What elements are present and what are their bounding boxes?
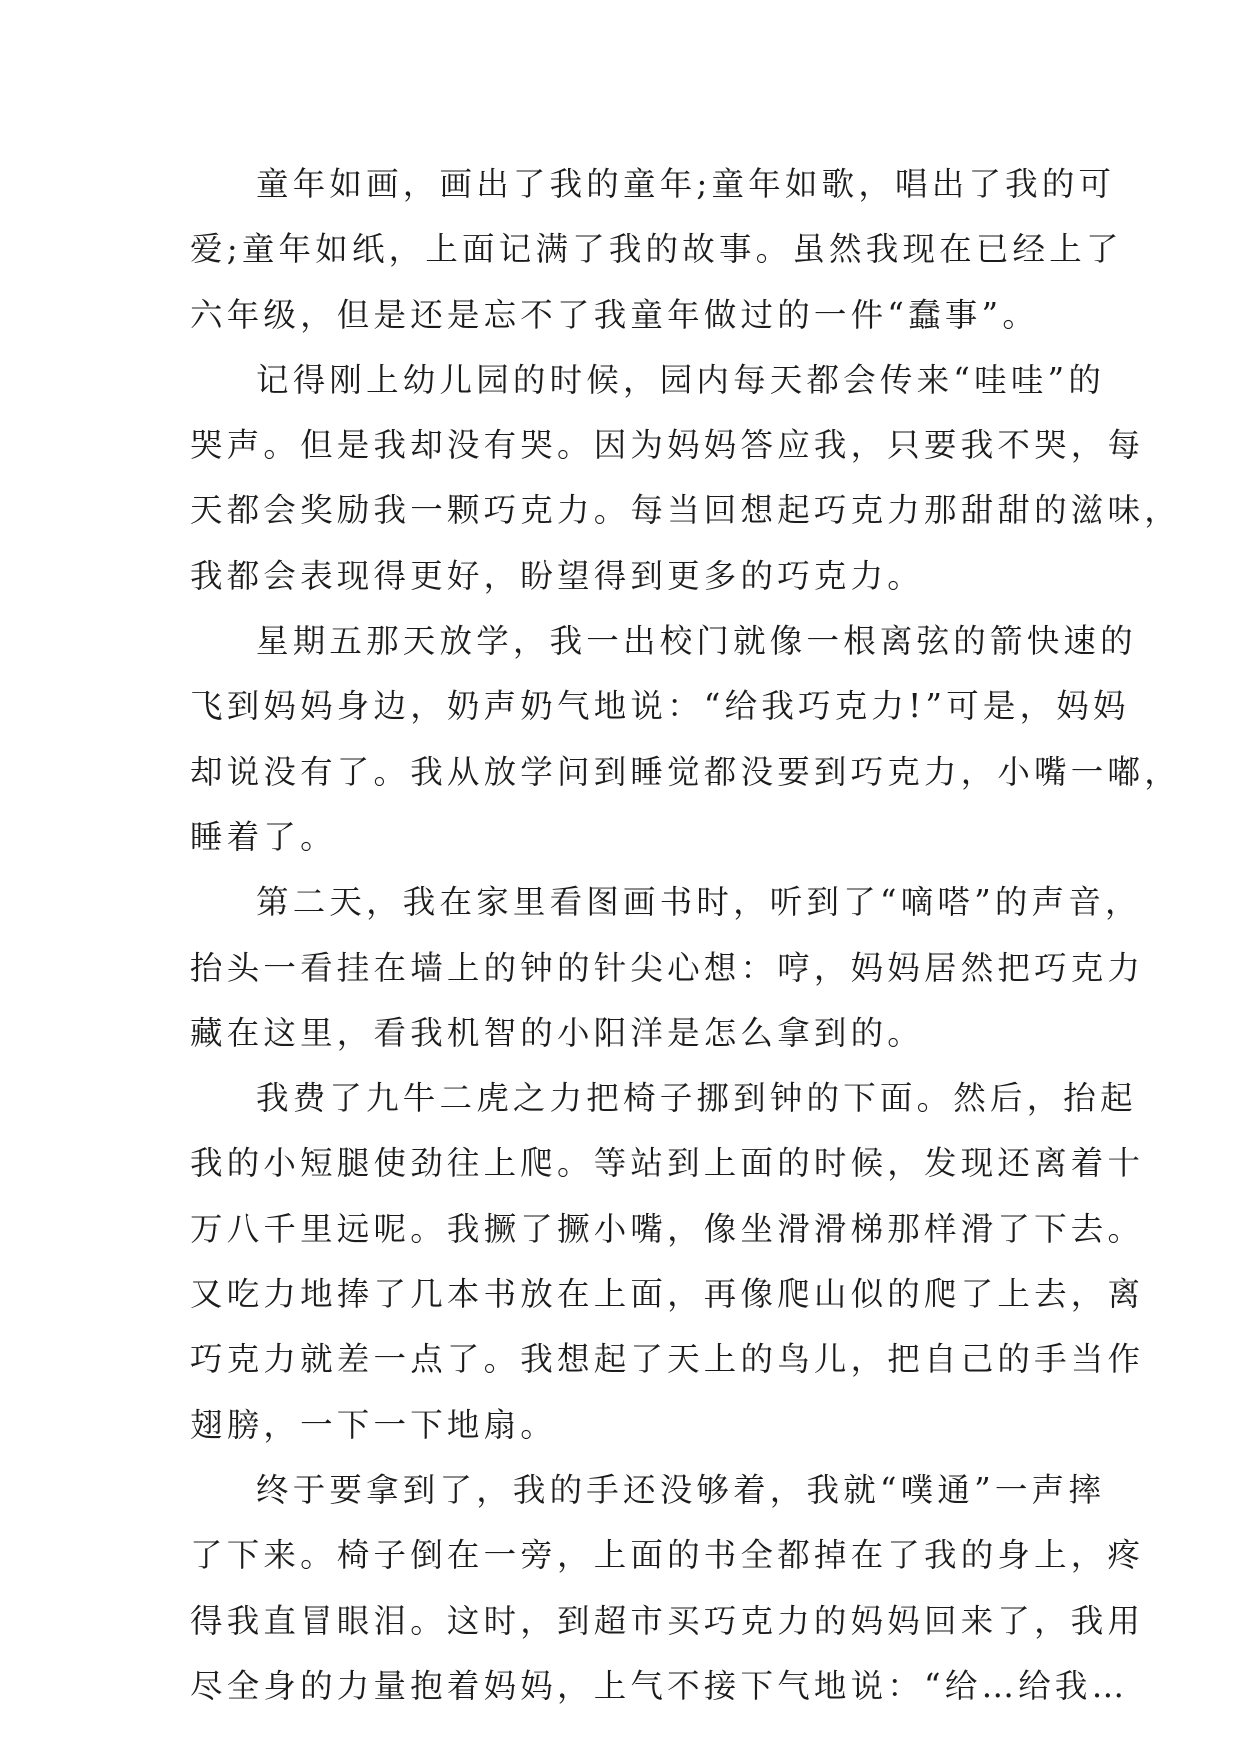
text-line: 六年级，但是还是忘不了我童年做过的一件“蠢事”。 [190,295,1040,334]
paragraph-4 [190,870,1145,1066]
text-line: 尽全身的力量抱着妈妈，上气不接下气地说：“给…给我… [190,1666,1129,1705]
document-body [190,152,1181,1719]
text-line: 巧克力就差一点了。我想起了天上的鸟儿，把自己的手当作 [190,1340,1145,1379]
text-line: 抬头一看挂在墙上的钟的针尖心想：哼，妈妈居然把巧克力 [190,948,1145,987]
text-line: 睡着了。 [190,817,337,856]
text-line: 得我直冒眼泪。这时，到超市买巧克力的妈妈回来了，我用 [190,1601,1145,1640]
text-line: 终于要拿到了，我的手还没够着，我就“噗通”一声摔 [256,1470,1106,1509]
text-line: 童年如画，画出了我的童年;童年如歌，唱出了我的可 [256,165,1116,203]
text-line: 星期五那天放学，我一出校门就像一根离弦的箭快速的 [256,622,1137,661]
paragraph-1 [190,152,1123,348]
text-line: 我的小短腿使劲往上爬。等站到上面的时候，发现还离着十 [190,1144,1145,1183]
text-line: 我费了九牛二虎之力把椅子挪到钟的下面。然后，抬起 [256,1079,1137,1118]
paragraph-3 [190,609,1181,870]
paragraph-5 [190,1066,1145,1458]
text-line: 飞到妈妈身边，奶声奶气地说：“给我巧克力!”可是，妈妈 [190,687,1130,726]
text-line: 又吃力地捧了几本书放在上面，再像爬山似的爬了上去，离 [190,1275,1145,1314]
text-line: 天都会奖励我一颗巧克力。每当回想起巧克力那甜甜的滋味， [190,491,1181,530]
paragraph-2 [190,348,1181,609]
text-line: 爱;童年如纸，上面记满了我的故事。虽然我现在已经上了 [190,230,1123,269]
text-line: 翅膀，一下一下地扇。 [190,1405,558,1444]
text-line: 却说没有了。我从放学问到睡觉都没要到巧克力，小嘴一嘟， [190,752,1181,791]
text-line: 我都会表现得更好，盼望得到更多的巧克力。 [190,556,925,595]
text-line: 第二天，我在家里看图画书时，听到了“嘀嗒”的声音， [256,883,1142,922]
paragraph-6 [190,1458,1145,1719]
text-line: 哭声。但是我却没有哭。因为妈妈答应我，只要我不哭，每 [190,426,1145,465]
text-line: 万八千里远呢。我撅了撅小嘴，像坐滑滑梯那样滑了下去。 [190,1209,1145,1248]
text-line: 了下来。椅子倒在一旁，上面的书全都掉在了我的身上，疼 [190,1536,1145,1575]
text-line: 藏在这里，看我机智的小阳洋是怎么拿到的。 [190,1013,925,1052]
text-line: 记得刚上幼儿园的时候，园内每天都会传来“哇哇”的 [256,360,1106,399]
